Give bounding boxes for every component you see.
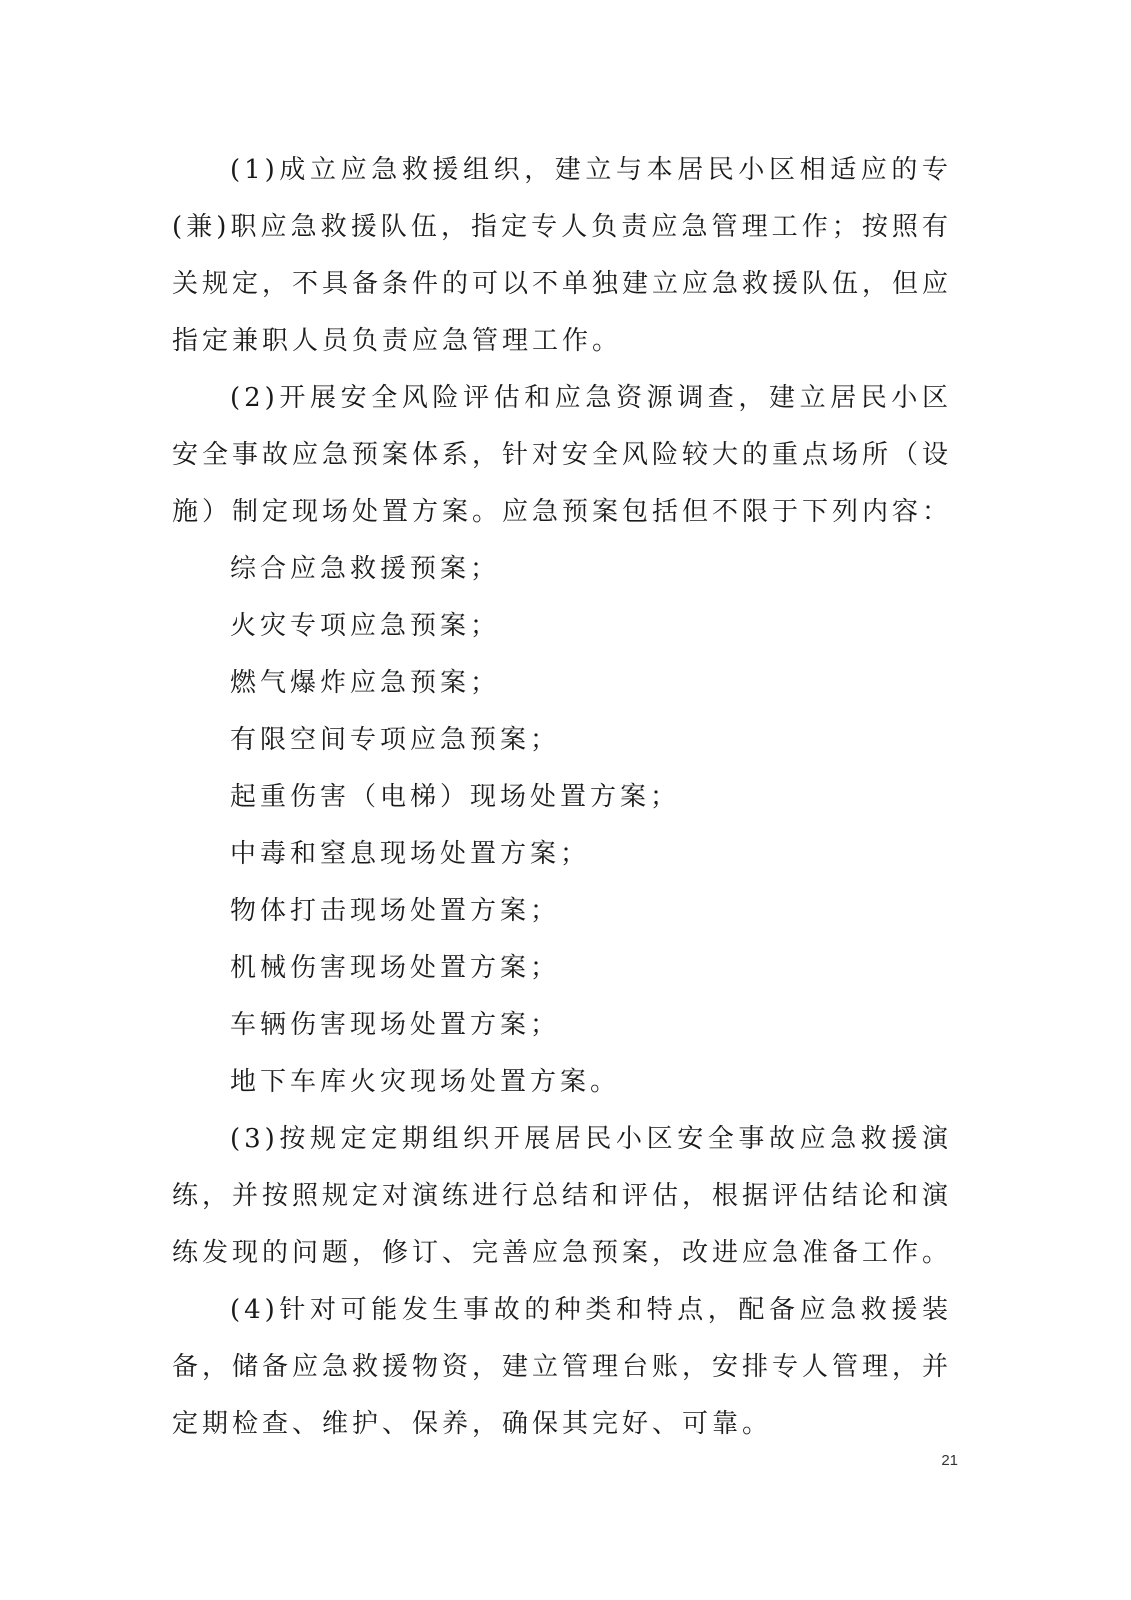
page-number: 21 xyxy=(941,1452,958,1469)
list-item: 综合应急救援预案； xyxy=(230,554,501,584)
plan-list xyxy=(172,541,952,1111)
list-item: 物体打击现场处置方案； xyxy=(230,896,561,926)
paragraph-3: (3)按规定定期组织开展居民小区安全事故应急救援演练，并按照规定对演练进行总结和评估，根据评估结论和演练发现的问题，修订、完善应急预案，改进应急准备工作。 xyxy=(172,1124,953,1268)
list-item: 起重伤害（电梯）现场处置方案； xyxy=(230,782,681,812)
paragraph-1: (1)成立应急救援组织，建立与本居民小区相适应的专(兼)职应急救援队伍，指定专人负责应急管理工作；按照有关规定，不具备条件的可以不单独建立应急救援队伍，但应指定兼职人员负责应急管理工作。 xyxy=(172,155,953,356)
list-item: 车辆伤害现场处置方案； xyxy=(230,1010,561,1040)
list-item: 火灾专项应急预案； xyxy=(230,611,501,641)
body-text xyxy=(172,142,952,1453)
list-item: 燃气爆炸应急预案； xyxy=(230,668,501,698)
list-item: 有限空间专项应急预案； xyxy=(230,725,561,755)
list-item: 机械伤害现场处置方案； xyxy=(230,953,561,983)
paragraph-2: (2)开展安全风险评估和应急资源调查，建立居民小区安全事故应急预案体系，针对安全风险较大的重点场所（设施）制定现场处置方案。应急预案包括但不限于下列内容： xyxy=(172,383,953,527)
list-item: 地下车库火灾现场处置方案。 xyxy=(230,1067,621,1097)
paragraph-4: (4)针对可能发生事故的种类和特点，配备应急救援装备，储备应急救援物资，建立管理台账，安排专人管理，并定期检查、维护、保养，确保其完好、可靠。 xyxy=(172,1295,953,1439)
list-item: 中毒和窒息现场处置方案； xyxy=(230,839,591,869)
